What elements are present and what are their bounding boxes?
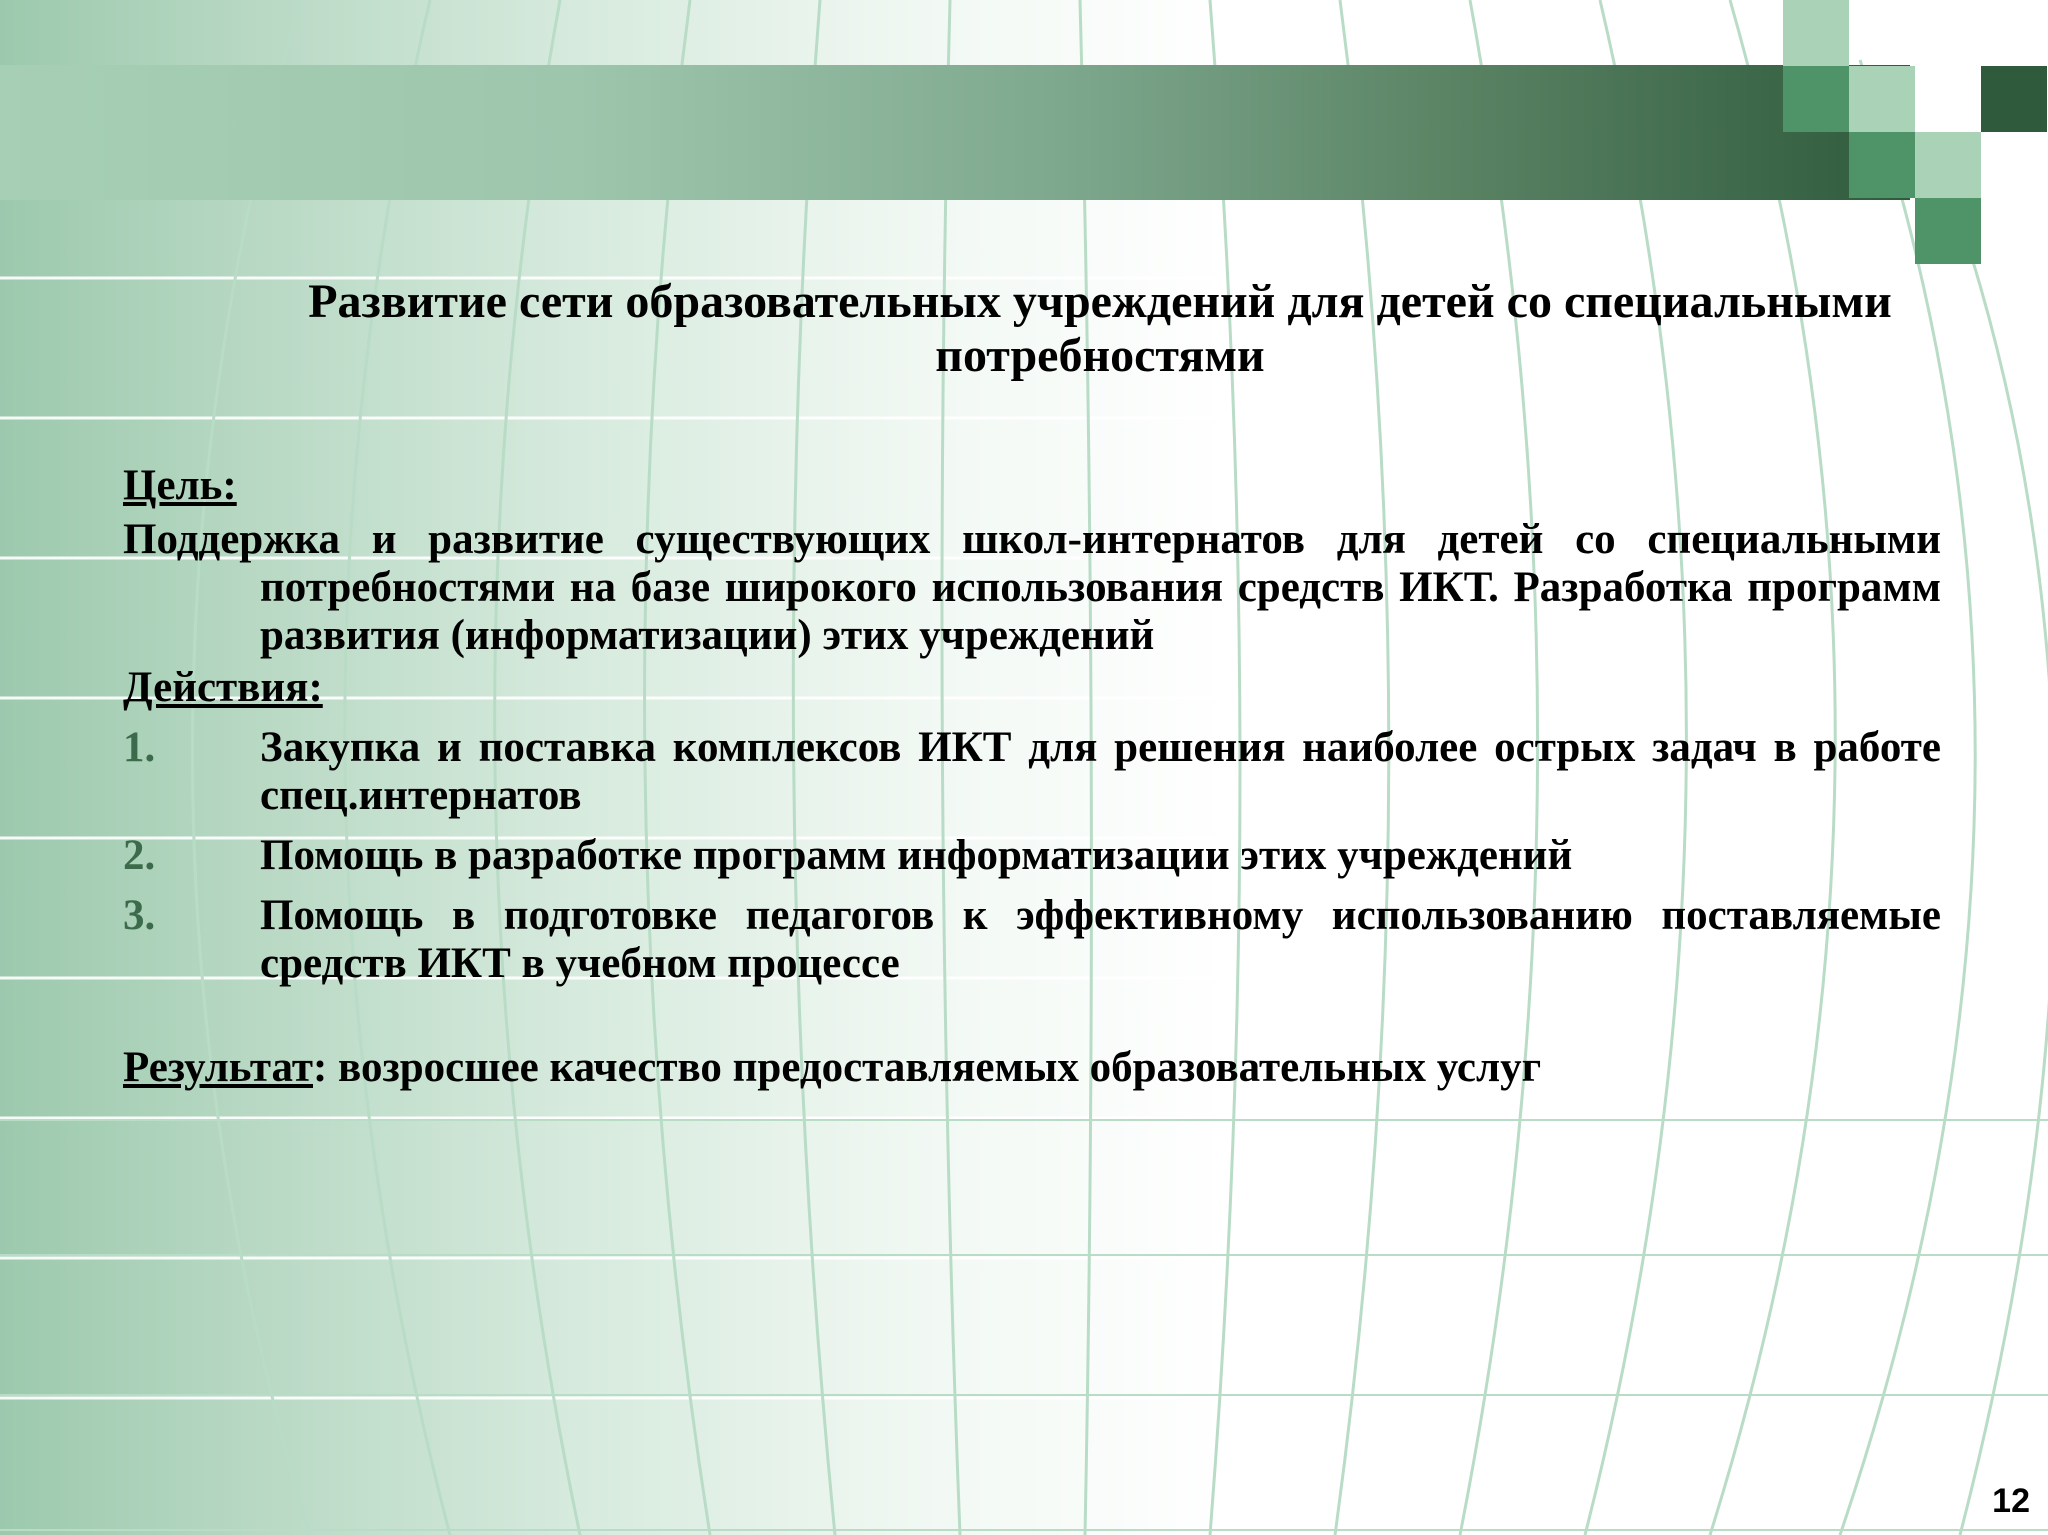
decor-square xyxy=(1783,66,1849,132)
page-number: 12 xyxy=(1992,1482,2030,1520)
result-heading: Результат xyxy=(123,1044,313,1091)
header-band xyxy=(0,65,1910,200)
decor-square xyxy=(1849,66,1915,132)
result-text: : возросшее качество предоставляемых образовательных услуг xyxy=(312,1044,1542,1091)
actions-heading: Действия: xyxy=(123,664,323,711)
action-text: Помощь в разработке программ информатизации этих учреждений xyxy=(260,832,1573,879)
action-item xyxy=(123,832,1941,880)
decor-square xyxy=(1981,66,2047,132)
goal-text: Поддержка и развитие существующих школ-интернатов для детей со специальными потребностями на базе широкого использования средств ИКТ. Разработка программ развития (информатизации) этих учреждений xyxy=(123,516,1941,659)
decor-square xyxy=(1849,132,1915,198)
action-item xyxy=(123,892,1941,988)
decor-square xyxy=(1915,132,1981,198)
goal-heading: Цель: xyxy=(123,462,237,509)
action-number: 3. xyxy=(123,892,156,939)
decor-square xyxy=(1783,0,1849,66)
result-line xyxy=(123,1044,1941,1092)
action-text: Помощь в подготовке педагогов к эффективному использованию поставляемые средств ИКТ в учебном процессе xyxy=(260,892,1941,987)
action-number: 2. xyxy=(123,832,156,879)
slide-title: Развитие сети образовательных учреждений для детей со специальными потребностями xyxy=(308,275,1892,382)
decor-square xyxy=(1915,198,1981,264)
action-text: Закупка и поставка комплексов ИКТ для решения наиболее острых задач в работе спец.интернатов xyxy=(260,724,1941,819)
action-number: 1. xyxy=(123,724,156,771)
action-item xyxy=(123,724,1941,820)
slide-content xyxy=(123,462,1941,1092)
